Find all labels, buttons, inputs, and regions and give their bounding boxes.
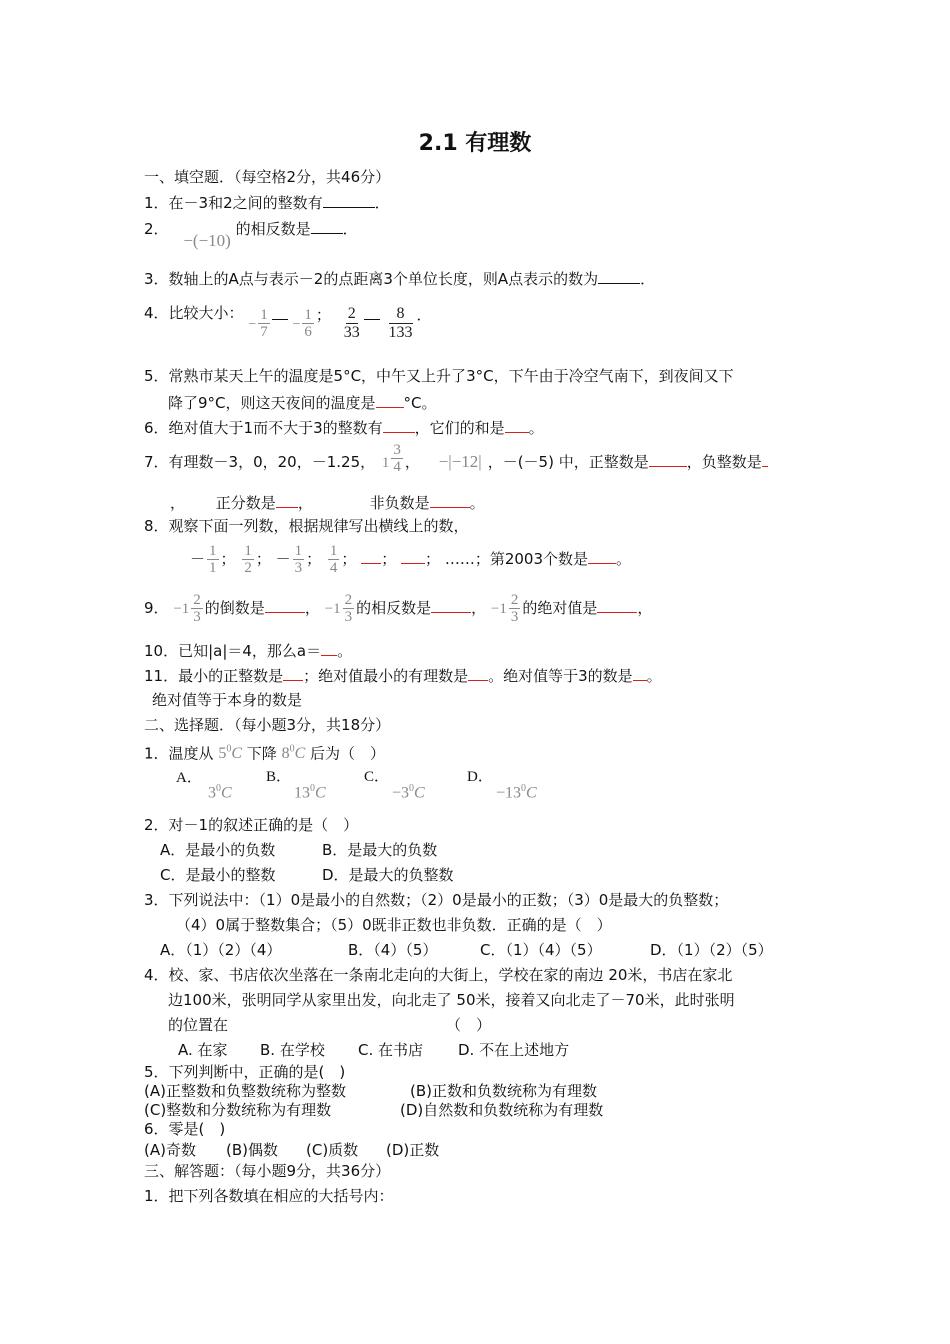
question-2-1-options [176,768,202,802]
question-1-11: 11．最小的正整数是 ；绝对值最小的有理数是 。绝对值等于3的数是 。 [144,667,662,685]
fraction: $\frac{3}{4}$ [393,442,401,475]
option-b[interactable]: B. 在学校 [260,1041,325,1059]
option-c[interactable]: (C)质数 [306,1141,359,1159]
answer-blank[interactable] [430,493,470,508]
option-c-value[interactable]: $-3^0C$ [392,783,425,802]
question-1-8: 8．观察下面一列数，根据规律写出横线上的数， [144,517,469,535]
option-d[interactable]: D．是最大的负整数 [322,866,454,884]
question-2-6: 6．零是( ) [144,1120,226,1138]
option-b[interactable]: (B)偶数 [226,1141,278,1159]
question-1-10: 10．已知|a|＝4，那么a＝ 。 [144,642,353,660]
fraction: $\frac{1}{6}$ [304,307,312,340]
option-b[interactable]: (B)正数和负数统称为有理数 [410,1082,597,1100]
option-d[interactable]: (D)自然数和负数统称为有理数 [400,1101,604,1119]
option-a[interactable]: A．是最小的负数 [160,841,276,859]
option-a[interactable]: A. 在家 [178,1041,228,1059]
answer-blank[interactable] [376,393,404,408]
option-b-value[interactable]: $13^0C$ [294,783,326,802]
fraction: $\frac{2}{33}$ [343,305,360,341]
option-c[interactable]: C．是最小的整数 [160,866,276,884]
answer-blank[interactable] [276,493,298,508]
fraction: $\frac{2}{3}$ [344,592,353,625]
answer-blank[interactable] [598,269,640,284]
option-d[interactable]: D. 不在上述地方 [458,1041,570,1059]
question-1-4: 4．比较大小： − $\frac{1}{7}$ − $\frac{1}{6}$ ； $\frac{2}{33}$ $\frac{8}{133}$ ． [144,304,432,341]
question-2-4-cont2: 的位置在 [168,1016,229,1034]
option-c[interactable]: C．（1）（4）（5） [480,941,602,959]
answer-blank[interactable] [323,193,375,208]
answer-blank[interactable] [401,549,425,564]
option-b[interactable]: B．是最大的负数 [322,841,438,859]
question-1-8-sequence: － $\frac{1}{1}$ ； $\frac{1}{2}$ ； － $\frac{1}{3}$ ； $\frac{1}{4}$ ； ； ； ……；第2003个数是 。 [190,543,632,576]
option-d-label[interactable]: D． [467,769,493,785]
question-2-3-cont: （4）0属于整数集合；（5）0既非正数也非负数．正确的是（ ） [176,916,612,934]
answer-blank[interactable] [597,598,637,613]
option-c[interactable]: C. 在书店 [358,1041,424,1059]
answer-blank[interactable] [649,452,687,467]
question-2-1: 1．温度从 $5^0C$ 下降 $8^0C$ 后为（ ） [144,744,386,763]
answer-blank[interactable] [361,549,381,564]
fraction: $\frac{2}{3}$ [193,592,201,625]
fraction: $\frac{1}{7}$ [260,307,268,340]
question-1-9: 9． −1 $\frac{2}{3}$ 的倒数是 ， −1 $\frac{2}{3}$ 的相反数是 ， −1 $\frac{2}{3}$ 的绝对值是 ， [144,592,653,625]
question-1-5: 5．常熟市某天上午的温度是5°C，中午又上升了3°C，下午由于冷空气南下，到夜间又下 [144,367,734,385]
answer-blank[interactable] [588,549,616,564]
answer-blank[interactable] [431,598,471,613]
question-2-4-cont: 边100米，张明同学从家里出发，向北走了 50米，接着又向北走了－70米，此时张明 [168,991,735,1009]
section1-header: 一、填空题．（每空格2分，共46分） [144,168,391,186]
temperature-from: $5^0C$ [218,744,242,763]
option-c-label[interactable]: C． [364,769,390,785]
question-2-2: 2．对－1的叙述正确的是（ ） [144,816,359,834]
question-2-3: 3．下列说法中：（1）0是最小的自然数；（2）0是最小的正数；（3）0是最大的负整数； [144,891,729,909]
option-d[interactable]: D．（1）（2）（5） [650,941,773,959]
compare-blank[interactable] [272,305,288,320]
question-1-3: 3．数轴上的A点与表示－2的点距离3个单位长度，则A点表示的数为 ． [144,270,656,288]
answer-paren[interactable]: （ ） [446,1016,492,1034]
option-a[interactable]: (A)奇数 [144,1141,196,1159]
section3-header: 三、解答题：（每小题9分，共36分） [144,1162,391,1180]
option-c[interactable]: (C)整数和分数统称为有理数 [144,1101,332,1119]
answer-blank[interactable] [265,598,305,613]
option-b[interactable]: B．（4）（5） [348,941,438,959]
question-1-1: 1．在－3和2之间的整数有 ． [144,194,390,212]
answer-blank[interactable] [283,666,303,681]
fraction: $\frac{1}{1}$ [209,543,217,576]
answer-blank[interactable] [321,641,337,656]
answer-blank[interactable] [311,219,343,234]
question-1-7: 7．有理数－3，0，20，－1.25， 1 $\frac{3}{4}$ ， −|−12| ，－(－5) 中，正整数是 ，负整数是 [144,446,768,486]
math-expression: −(−10) [183,231,231,250]
answer-blank[interactable] [762,452,768,467]
option-d[interactable]: (D)正数 [386,1141,440,1159]
answer-blank[interactable] [468,666,488,681]
page-title: 2.1 有理数 [418,131,532,156]
section2-header: 二、选择题．（每小题3分，共18分） [144,716,391,734]
fraction: $\frac{1}{2}$ [244,543,252,576]
fraction: $\frac{1}{4}$ [329,543,338,576]
question-2-4: 4．校、家、书店依次坐落在一条南北走向的大街上，学校在家的南边 20米，书店在家北 [144,966,733,984]
math-expression: −|−12| [438,452,482,471]
option-a-value[interactable]: $3^0C$ [208,783,232,802]
option-d-value[interactable]: $-13^0C$ [496,783,537,802]
fraction: $\frac{8}{133}$ [388,305,413,341]
answer-blank[interactable] [383,418,415,433]
question-1-6: 6．绝对值大于1而不大于3的整数有 ，它们的和是 。 [144,419,544,437]
question-1-5-cont: 降了9°C，则这天夜间的温度是 °C。 [168,394,437,412]
fraction: $\frac{1}{3}$ [294,543,303,576]
compare-blank[interactable] [364,305,380,320]
question-1-2: 2． −(−10) 的相反数是 ． [144,220,358,250]
answer-blank[interactable] [633,666,647,681]
question-3-1: 1．把下列各数填在相应的大括号内： [144,1187,394,1205]
option-a[interactable]: (A)正整数和负整数统称为整数 [144,1082,346,1100]
option-b-label[interactable]: B． [266,769,292,785]
question-2-5: 5．下列判断中，正确的是( ) [144,1063,346,1081]
option-a-label[interactable]: A． [176,770,202,786]
temperature-drop: $8^0C$ [281,744,306,763]
answer-blank[interactable] [505,418,529,433]
fraction: $\frac{2}{3}$ [510,592,519,625]
question-1-11-cont: 绝对值等于本身的数是 [152,691,303,709]
option-a[interactable]: A．（1）（2）（4） [160,941,282,959]
question-1-7-cont: ， 正分数是 ， 非负数是 。 [170,494,485,512]
